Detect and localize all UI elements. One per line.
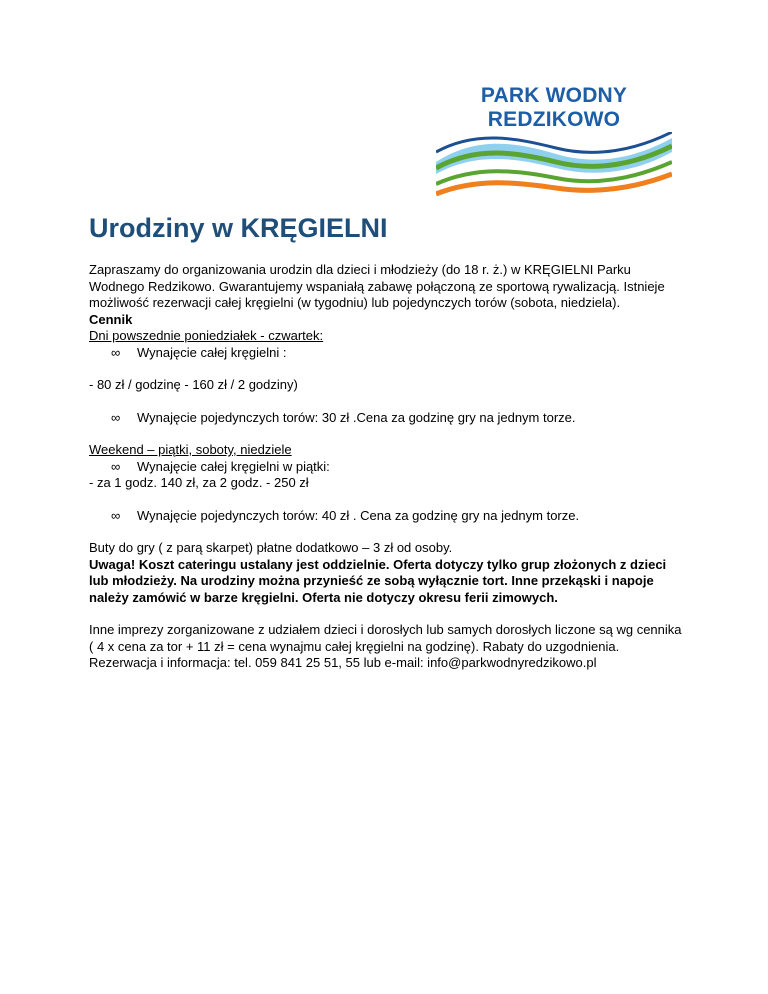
logo-wordmark bbox=[436, 84, 672, 132]
warning-paragraph: Uwaga! Koszt cateringu ustalany jest oddzielnie. Oferta dotyczy tylko grup złożonych z dzieci lub młodzieży. Na urodziny można przynieść ze sobą wyłącznie tort. Inne przekąski i napoje należy zamówić w barze kręgielni. Oferta nie dotyczy okresu ferii zimowych. bbox=[89, 556, 667, 605]
page-title: Urodziny w KRĘGIELNI bbox=[89, 213, 388, 243]
weekend-heading: Weekend – piątki, soboty, niedziele bbox=[89, 442, 292, 457]
logo-line-1: PARK WODNY bbox=[480, 84, 628, 107]
infinity-bullet-icon: ∞ bbox=[111, 344, 121, 360]
weekdays-heading: Dni powszednie poniedziałek - czwartek: bbox=[89, 328, 324, 343]
weekdays-bullet-2: ∞ Wynajęcie pojedynczych torów: 30 zł .Cena za godzinę gry na jednym torze. bbox=[111, 409, 576, 425]
weekend-bullet-2: ∞ Wynajęcie pojedynczych torów: 40 zł . Cena za godzinę gry na jednym torze. bbox=[111, 507, 580, 523]
weekend-price: - za 1 godz. 140 zł, za 2 godz. - 250 zł bbox=[89, 475, 309, 490]
weekend-bullet-1: ∞ Wynajęcie całej kręgielni w piątki: bbox=[111, 458, 330, 474]
document-body bbox=[89, 210, 689, 672]
infinity-bullet-icon: ∞ bbox=[111, 409, 121, 425]
intro-paragraph: Zapraszamy do organizowania urodzin dla dzieci i młodzieży (do 18 r. ż.) w KRĘGIELNI Parku Wodnego Redzikowo. Gwarantujemy wspaniałą zabawę połączoną ze sportową rywalizacją. Istnieje możliwość rezerwacji całej kręgielni (w tygodniu) lub pojedynczych torów (sobota, niedziela). bbox=[89, 262, 665, 310]
logo-line-2: REDZIKOWO bbox=[487, 108, 621, 131]
cennik-heading: Cennik bbox=[89, 311, 133, 327]
other-events-paragraph: Inne imprezy zorganizowane z udziałem dzieci i dorosłych lub samych dorosłych liczone są wg cennika ( 4 x cena za tor + 11 zł = cena wynajmu całej kręgielni na godzinę). Rabaty do uzgodnienia. bbox=[89, 622, 682, 654]
infinity-bullet-icon: ∞ bbox=[111, 458, 121, 474]
weekdays-bullet-1: ∞ Wynajęcie całej kręgielni : bbox=[111, 344, 287, 360]
weekdays-price: - 80 zł / godzinę - 160 zł / 2 godziny) bbox=[89, 377, 298, 392]
contact-line: Rezerwacja i informacja: tel. 059 841 25 51, 55 lub e-mail: info@parkwodnyredzikowo.pl bbox=[89, 655, 597, 670]
shoes-note: Buty do gry ( z parą skarpet) płatne dodatkowo – 3 zł od osoby. bbox=[89, 540, 453, 555]
park-wodny-logo bbox=[436, 84, 672, 196]
logo-waves-graphic bbox=[436, 132, 672, 196]
infinity-bullet-icon: ∞ bbox=[111, 507, 121, 523]
